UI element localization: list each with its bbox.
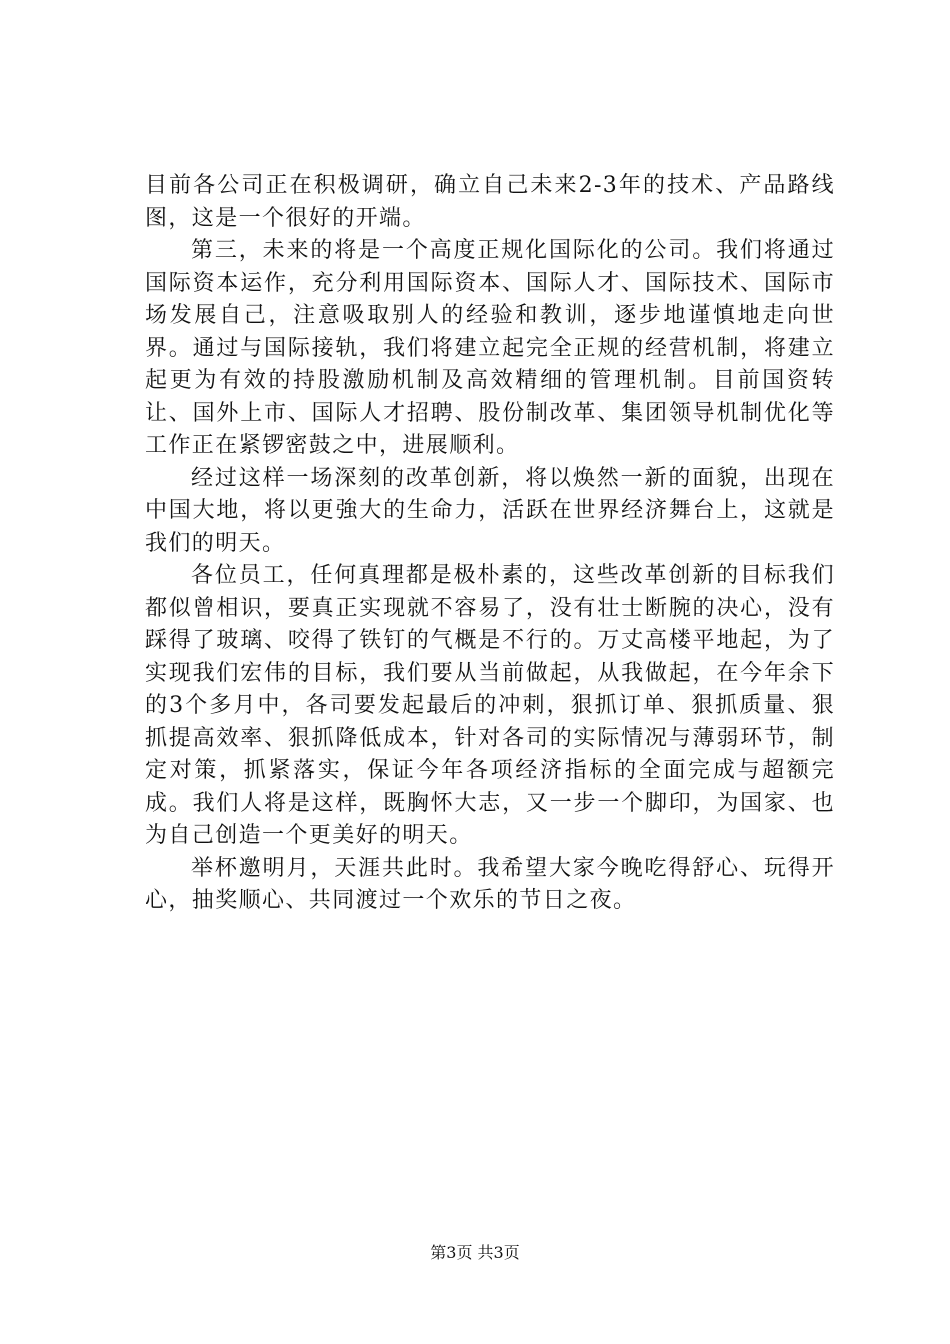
paragraph-closing-toast: 举杯邀明月，天涯共此时。我希望大家今晚吃得舒心、玩得开心，抽奖顺心、共同渡过一个欢乐的节日之夜。 — [145, 855, 835, 913]
paragraph-continuation: 目前各公司正在积极调研，确立自己未来2-3年的技术、产品路线图，这是一个很好的开端。 — [145, 173, 835, 231]
document-body — [145, 170, 835, 918]
page-footer: 第3页 共3页 — [430, 1243, 520, 1262]
paragraph-call-to-action: 各位员工，任何真理都是极朴素的，这些改革创新的目标我们都似曾相识，要真正实现就不容易了，没有壮士断腕的决心，没有踩得了玻璃、咬得了铁钉的气概是不行的。万丈高楼平地起，为了实现我们宏伟的目标，我们要从当前做起，从我做起，在今年余下的3个多月中，各司要发起最后的冲刺，狠抓订单、狠抓质量、狠抓提高效率、狠抓降低成本，针对各司的实际情况与薄弱环节，制定对策，抓紧落实，保证今年各项经济指标的全面完成与超额完成。我们人将是这样，既胸怀大志，又一步一个脚印，为国家、也为自己创造一个更美好的明天。 — [145, 563, 835, 848]
paragraph-reform-outcome: 经过这样一场深刻的改革创新，将以焕然一新的面貌，出现在中国大地，将以更強大的生命力，活跃在世界经济舞台上，这就是我们的明天。 — [145, 465, 835, 556]
paragraph-internationalization: 第三，未来的将是一个高度正规化国际化的公司。我们将通过国际资本运作，充分利用国际资本、国际人才、国际技术、国际市场发展自己，注意吸取别人的经验和教训，逐步地谨慎地走向世界。通过与国际接轨，我们将建立起完全正规的经营机制，将建立起更为有效的持股激励机制及高效精细的管理机制。目前国资转让、国外上市、国际人才招聘、股份制改革、集团领导机制优化等工作正在紧锣密鼓之中，进展顺利。 — [145, 238, 835, 458]
